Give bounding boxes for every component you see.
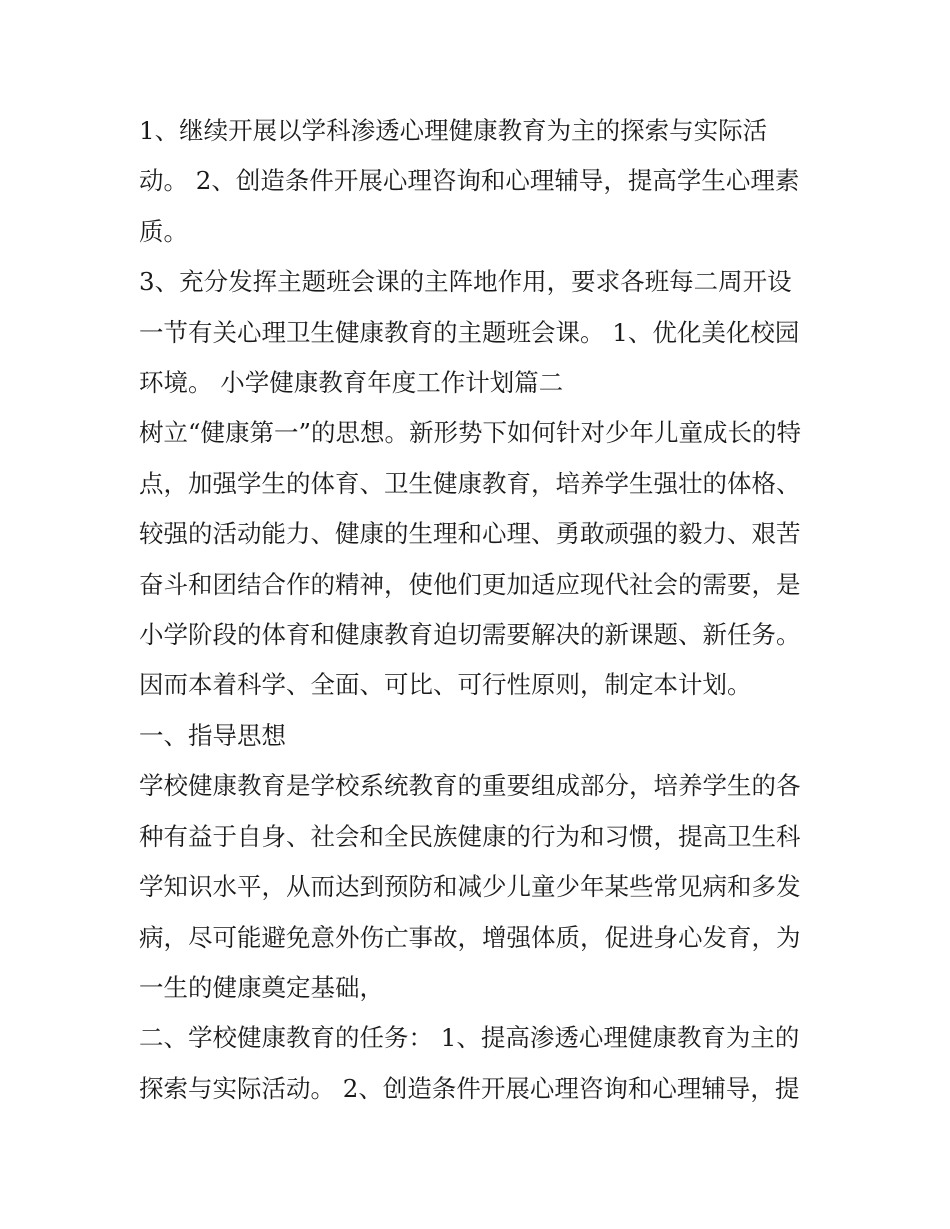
text-line: 树立“健康第一”的思想。新形势下如何针对少年儿童成长的特	[139, 418, 802, 448]
text-line: 3、充分发挥主题班会课的主阵地作用，要求各班每二周开设	[139, 267, 792, 297]
text-line: 一、指导思想	[139, 720, 286, 750]
paragraph-p6	[139, 1013, 819, 1114]
paragraph-p5	[139, 761, 819, 1013]
paragraph-p1	[139, 106, 819, 257]
section-heading	[139, 711, 819, 761]
paragraph-p2	[139, 257, 819, 408]
text-line: 病，尽可能避免意外伤亡事故，增强体质，促进身心发育，为	[139, 922, 801, 952]
document-body	[139, 106, 819, 1114]
text-line: 奋斗和团结合作的精神，使他们更加适应现代社会的需要，是	[139, 569, 801, 599]
text-line: 二、学校健康教育的任务： 1、提高渗透心理健康教育为主的	[139, 1023, 800, 1053]
text-line: 种有益于自身、社会和全民族健康的行为和习惯，提高卫生科	[139, 821, 801, 851]
paragraph-p3	[139, 408, 819, 710]
text-line: 动。 2、创造条件开展心理咨询和心理辅导，提高学生心理素	[139, 166, 800, 196]
text-line: 1、继续开展以学科渗透心理健康教育为主的探索与实际活	[139, 116, 768, 145]
text-line: 点，加强学生的体育、卫生健康教育，培养学生强壮的体格、	[139, 468, 801, 498]
text-line: 学知识水平，从而达到预防和减少儿童少年某些常见病和多发	[139, 872, 801, 902]
text-line: 较强的活动能力、健康的生理和心理、勇敢顽强的毅力、艰苦	[139, 519, 801, 549]
text-line: 小学阶段的体育和健康教育迫切需要解决的新课题、新任务。	[139, 620, 801, 650]
text-line: 因而本着科学、全面、可比、可行性原则，制定本计划。	[139, 670, 752, 700]
text-line: 学校健康教育是学校系统教育的重要组成部分，培养学生的各	[139, 771, 801, 801]
text-line: 质。	[139, 216, 188, 246]
text-line: 一生的健康奠定基础，	[139, 972, 384, 1002]
text-line: 一节有关心理卫生健康教育的主题班会课。 1、优化美化校园	[139, 317, 800, 347]
text-line: 探索与实际活动。 2、创造条件开展心理咨询和心理辅导，提	[139, 1073, 800, 1103]
text-line: 环境。 小学健康教育年度工作计划篇二	[139, 368, 564, 398]
